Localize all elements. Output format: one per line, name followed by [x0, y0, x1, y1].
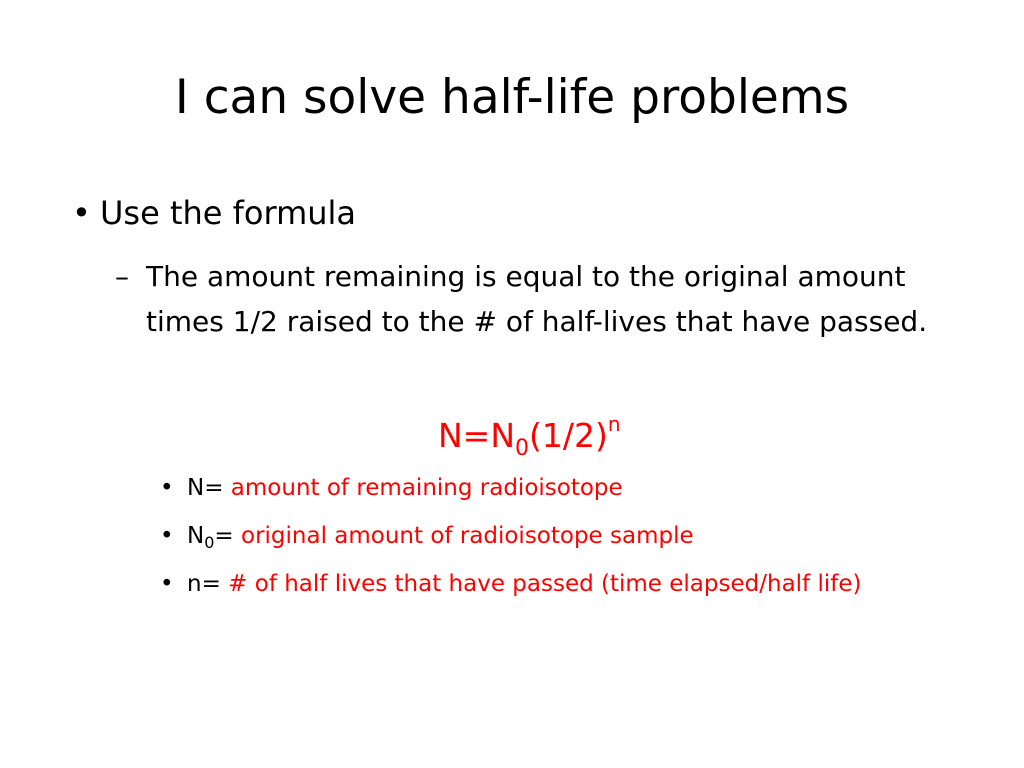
bullet-marker: • [160, 571, 174, 597]
definition-term-suffix: = [214, 523, 234, 549]
definition-text [187, 518, 922, 556]
slide-title: I can solve half-life problems [174, 70, 850, 125]
definition-text [187, 470, 922, 506]
definition-term: N [187, 523, 205, 549]
bullet-marker: • [72, 194, 91, 232]
bullet-text: Use the formula [100, 194, 357, 232]
formula-superscript: n [607, 412, 621, 436]
definition-term: n= [187, 571, 221, 597]
definition-description: amount of remaining radioisotope [230, 475, 623, 501]
bullet-marker: • [160, 475, 174, 501]
dash-marker: – [115, 260, 129, 293]
definition-description: original amount of radioisotope sample [241, 523, 694, 549]
formula-middle: (1/2) [529, 416, 608, 455]
definition-term: N= [187, 475, 224, 501]
half-life-formula [438, 412, 621, 465]
formula-subscript: 0 [515, 436, 530, 461]
bullet-marker: • [160, 523, 174, 549]
formula-lhs: N=N [438, 416, 516, 455]
definition-description: # of half lives that have passed (time elapsed/half life) [228, 571, 862, 597]
definition-text [187, 566, 922, 602]
sub-bullet-text: The amount remaining is equal to the original amount times 1/2 raised to the # of half-lives that have passed. [146, 260, 928, 338]
definition-term-subscript: 0 [204, 533, 215, 552]
